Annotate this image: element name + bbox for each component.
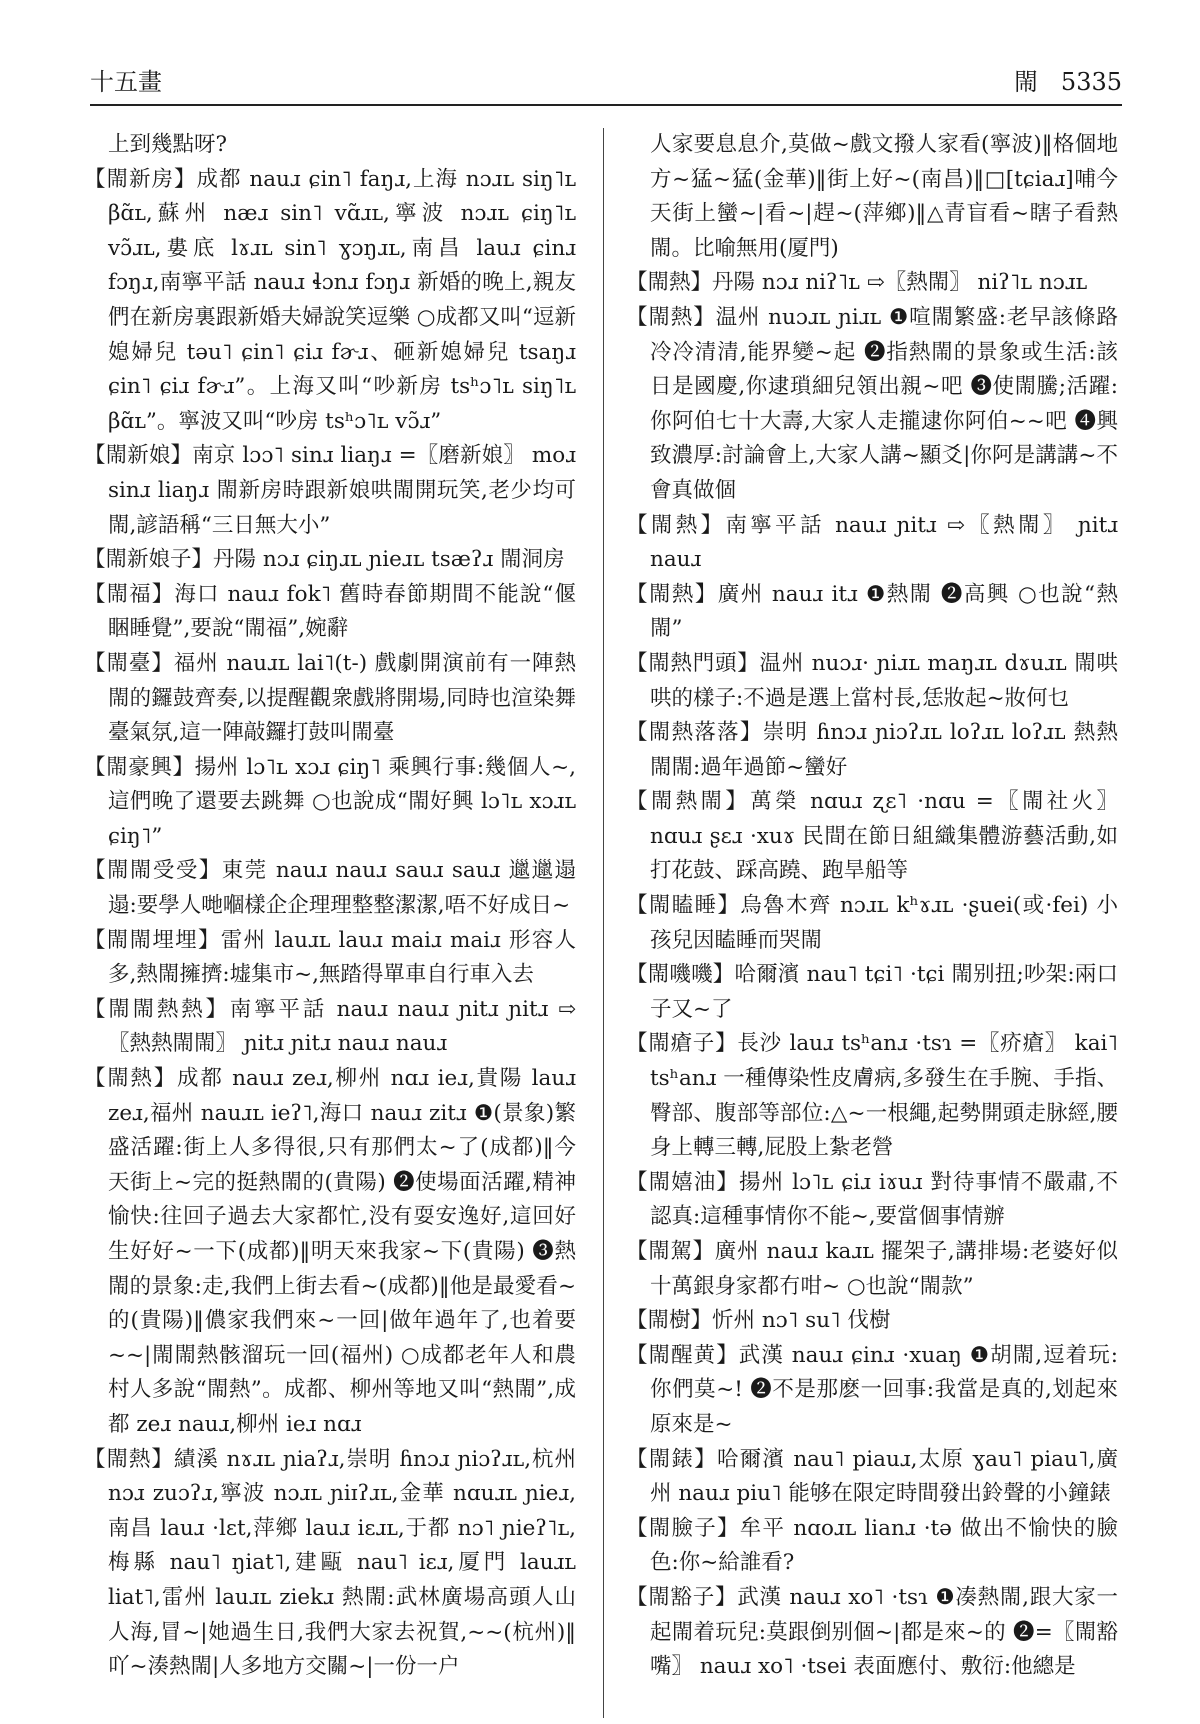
page-number: 5335 (1060, 68, 1122, 96)
dictionary-entry: 【閙臺】福州 nauɹʟ lai˥(t-) 戲劇開演前有一陣熱閙的鑼鼓齊奏,以提醒觀衆戲將開場,同時也渲染舞臺氣氛,這一陣敲鑼打鼓叫閙臺 (84, 650, 576, 746)
dictionary-entry: 【閙熱】温州 nuɔɹʟ ɲiɹʟ ❶喧閙繁盛:老早該條路冷冷清清,能界變~起 ❷指熱閙的景象或生活:該日是國慶,你逮瑣細兒領出親~吧 ❸使閙騰;活躍:你阿伯七十大壽,大家人走攏逮你阿伯~~吧 ❹興致濃厚:討論會上,大家人講~顯爻|你阿是講講~不會真做個 (626, 304, 1118, 503)
dictionary-entry: 【閙閙埋埋】雷州 lauɹʟ lauɹ maiɹ maiɹ 形容人多,熱閙擁擠:墟集市~,無踏得單車自行車入去 (84, 927, 576, 988)
dictionary-entry: 【閙嬉油】揚州 lɔ˥ʟ ɕiɹ iɤuɹ 對待事情不嚴肅,不認真:這種事情你不能~,要當個事情辦 (626, 1169, 1118, 1230)
dictionary-entry: 【閙熱】成都 nauɹ zeɹ,柳州 nɑɹ ieɹ,貴陽 lauɹ zeɹ,福州 nauɹʟ ieʔ˥,海口 nauɹ zitɹ ❶(景象)繁盛活躍:街上人多得很,只有那們太~了(成都)‖今天街上~完的挺熱閙的(貴陽) ❷使場面活躍,精神愉快:往回子過去大家都忙,没有耍安逸好,這回好生好好~一下(成都)‖明天來我家~下(貴陽) ❸熱閙的景象:走,我們上街去看~(成都)‖他是最愛看~的(貴陽)‖儂家我們來~一回|做年過年了,也着要~~|閙閙熱骸溜玩一回(福州) ○成都老年人和農村人多說“閙熱”。成都、柳州等地又叫“熱閙”,成都 zeɹ nauɹ,柳州 ieɹ nɑɹ (84, 1066, 576, 1437)
right-column (626, 128, 1118, 1685)
dictionary-entry: 【閙新娘子】丹陽 nɔɹ ɕiŋɹʟ ɲieɹʟ tsæʔɹ 閙洞房 (84, 547, 565, 573)
running-head-char: 閙 (1014, 68, 1039, 96)
dictionary-entry: 【閙熱】丹陽 nɔɹ niʔ˥ʟ ⇨〖熱閙〗 niʔ˥ʟ nɔɹʟ (626, 270, 1088, 296)
dictionary-entry: 【閙嘰嘰】哈爾濱 nau˥ tɕi˥ ·tɕi 閙别扭;吵架:兩口子又~了 (626, 962, 1118, 1022)
dictionary-entry: 【閙樹】忻州 nɔ˥ su˥ 伐樹 (626, 1308, 891, 1334)
dictionary-entry: 【閙醒黄】武漢 nauɹ ɕinɹ ·xuaŋ ❶胡閙,逗着玩:你們莫~! ❷不是那麽一回事:我當是真的,划起來原來是~ (626, 1342, 1118, 1437)
dictionary-entry: 【閙熱落落】崇明 ɦnɔɹ ɲiɔʔɹʟ loʔɹʟ loʔɹʟ 熱熱閙閙:過年過節~蠻好 (626, 720, 1118, 780)
dictionary-entry: 【閙豁子】武漢 nauɹ xo˥ ·tsɿ ❶凑熱閙,跟大家一起閙着玩兒:莫跟倒别個~|都是來~的 ❷=〖閙豁嘴〗 nauɹ xo˥ ·tsei 表面應付、敷衍:他總是 (626, 1584, 1118, 1680)
entry-continuation: 上到幾點呀? (108, 132, 228, 157)
column-divider (603, 128, 604, 1718)
dictionary-entry: 【閙新娘】南京 lɔɔ˥ sinɹ liaŋɹ =〖磨新娘〗 moɹ sinɹ liaŋɹ 閙新房時跟新娘哄閙開玩笑,老少均可閙,諺語稱“三日無大小” (84, 443, 576, 538)
dictionary-entry: 【閙福】海口 nauɹ fok˥ 舊時春節期間不能說“偃睏睡覺”,要說“閙福”,婉辭 (84, 581, 576, 642)
dictionary-entry: 【閙熱】績溪 nɤɹʟ ɲiaʔɹ,崇明 ɦnɔɹ ɲiɔʔɹʟ,杭州 nɔɹ zuɔʔɹ,寧波 nɔɹʟ ɲiɪʔɹʟ,金華 nɑuɹʟ ɲieɹ,南昌 lauɹ ·lɛt,萍鄉 lauɹ iɛɹʟ,于都 nɔ˥ ɲieʔ˥ʟ,梅縣 nau˥ ŋiat˥,建甌 nau˥ iɛɹ,厦門 lauɹʟ liat˥,雷州 lauɹʟ ziekɹ 熱閙:武林廣場高頭人山人海,冒~|她過生日,我們大家去祝賀,~~(杭州)‖吖~湊熱閙|人多地方交關~|一份一户 (84, 1446, 576, 1680)
entry-continuation: 人家要息息介,莫做~戲文撥人家看(寧波)‖格個地方~猛~猛(金華)‖街上好~(南昌)‖□[tɕiaɹ]哺今天街上蠻~|看~|趕~(萍鄉)‖△青盲看~瞎子看熱閙。比喻無用(厦門) (650, 132, 1118, 261)
dictionary-entry: 【閙閙受受】東莞 nauɹ nauɹ sauɹ sauɹ 邋邋遢遢:要學人哋嗰樣企企理理整整潔潔,唔不好成日~ (84, 858, 576, 919)
dictionary-entry: 【閙熱】南寧平話 nauɹ ɲitɹ ⇨〖熱閙〗 ɲitɹ nauɹ (626, 512, 1118, 573)
dictionary-entry: 【閙熱門頭】温州 nuɔɹ· ɲiɹʟ maŋɹʟ dɤuɹʟ 閙哄哄的樣子:不過是選上當村長,恁妝起~妝何乜 (626, 650, 1118, 711)
dictionary-entry: 【閙瞌睡】烏魯木齊 nɔɹʟ kʰɤɹʟ ·ʂuei(或·fei) 小孩兒因瞌睡而哭閙 (626, 893, 1118, 953)
dictionary-entry: 【閙熱閙】萬榮 nɑuɹ ʐɛ˥ ·nɑu =〖閙社火〗 nɑuɹ ʂɛɹ ·xuɤ 民間在節日組織集體游藝活動,如打花鼓、踩高蹺、跑旱船等 (626, 789, 1118, 884)
section-title: 十五畫 (90, 68, 162, 96)
header-rule (90, 104, 1122, 106)
dictionary-entry: 【閙豪興】揚州 lɔ˥ʟ xɔɹ ɕiŋ˥ 乘興行事:幾個人~,這們晚了還要去跳舞 ○也說成“閙好興 lɔ˥ʟ xɔɹʟ ɕiŋ˥” (84, 754, 576, 849)
dictionary-entry: 【閙錶】哈爾濱 nau˥ piauɹ,太原 ɣau˥ piau˥,廣州 nauɹ piu˥ 能够在限定時間發出鈴聲的小鐘錶 (626, 1446, 1118, 1507)
dictionary-entry: 【閙閙熱熱】南寧平話 nauɹ nauɹ ɲitɹ ɲitɹ ⇨〖熱熱閙閙〗 ɲitɹ ɲitɹ nauɹ nauɹ (84, 996, 576, 1057)
dictionary-entry: 【閙臉子】牟平 nɑoɹʟ lianɹ ·tə 做出不愉快的臉色:你~給誰看? (626, 1515, 1118, 1576)
left-column (84, 128, 576, 1685)
dictionary-entry: 【閙瘡子】長沙 lauɹ tsʰanɹ ·tsɿ =〖疥瘡〗 kai˥ tsʰanɹ 一種傳染性皮膚病,多發生在手腕、手指、臀部、腹部等部位:△~一根繩,起勢開頭走脉經,腰身上轉三轉,屁股上紮老營 (626, 1031, 1118, 1161)
dictionary-entry: 【閙駕】廣州 nauɹ kaɹʟ 擺架子,講排場:老婆好似十萬銀身家都冇咁~ ○也說“閙款” (626, 1239, 1118, 1299)
running-head (1014, 62, 1122, 97)
page-header (90, 62, 1122, 102)
dictionary-entry: 【閙熱】廣州 nauɹ itɹ ❶熱閙 ❷高興 ○也說“熱閙” (626, 581, 1118, 642)
dictionary-entry: 【閙新房】成都 nauɹ ɕin˥ faŋɹ,上海 nɔɹʟ siŋ˥ʟ βɑ̃ʟ,蘇州 næɹ sin˥ vɑ̃ɹʟ,寧波 nɔɹʟ ɕiŋ˥ʟ vɔ̃ɹʟ,婁底 lɤɹʟ sin˥ ɣɔŋɹʟ,南昌 lauɹ ɕinɹ fɔŋɹ,南寧平話 nauɹ ɬɔnɹ fɔŋɹ 新婚的晚上,親友們在新房裏跟新婚夫婦說笑逗樂 ○成都又叫“逗新媳婦兒 təu˥ ɕin˥ ɕiɹ fɚɹ、砸新媳婦兒 tsaŋɹ ɕin˥ ɕiɹ fɚɹ”。上海又叫“吵新房 tsʰɔ˥ʟ siŋ˥ʟ βɑ̃ʟ”。寧波又叫“吵房 tsʰɔ˥ʟ vɔ̃ɹ” (84, 166, 576, 434)
